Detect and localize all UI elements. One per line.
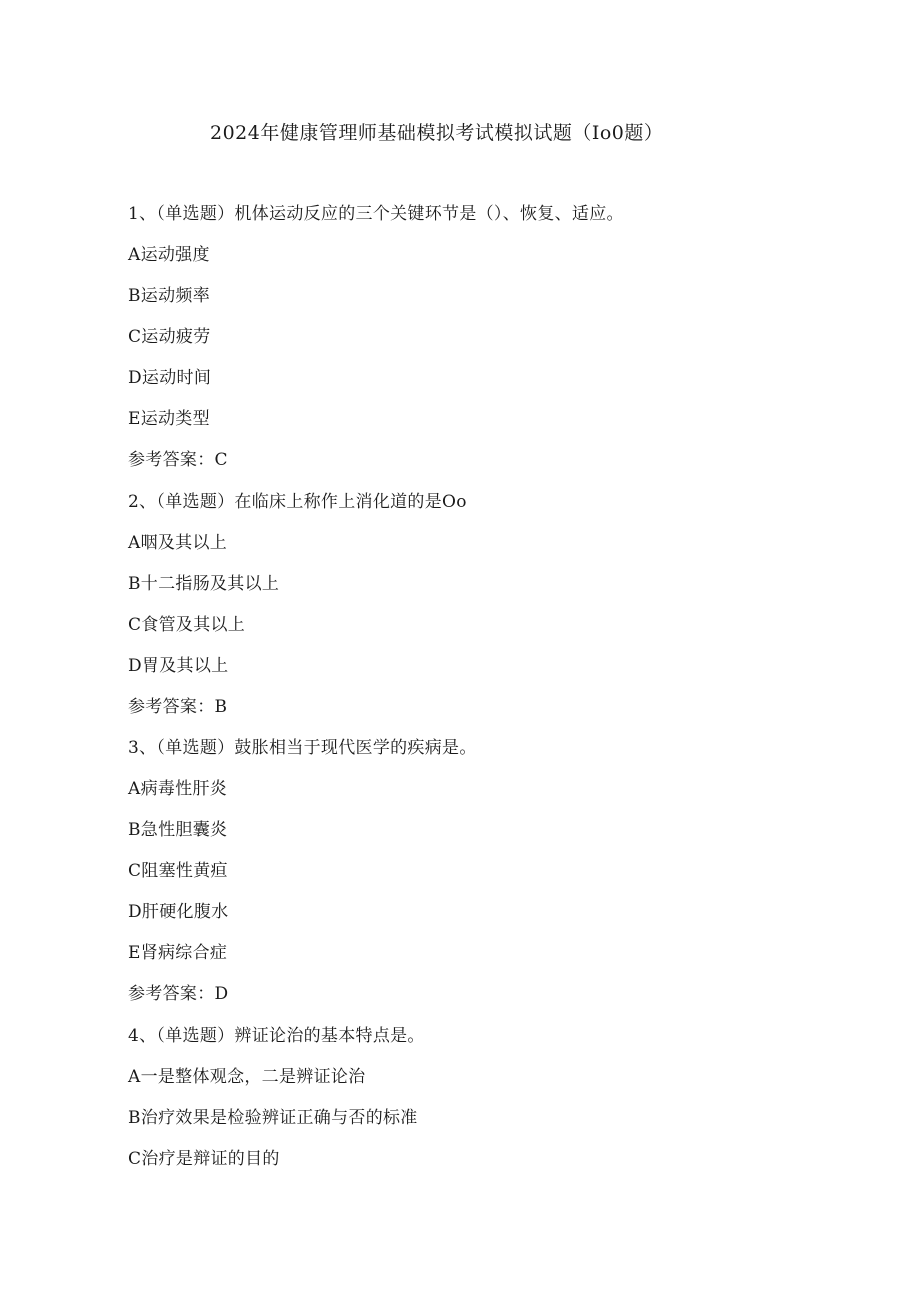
question-3-option-a: A病毒性肝炎 (128, 779, 228, 799)
question-1-option-e: E运动类型 (128, 409, 210, 429)
question-3-answer: 参考答案：D (128, 984, 229, 1004)
question-4-option-c: C治疗是辩证的目的 (128, 1149, 280, 1169)
question-3-option-b: B急性胆囊炎 (128, 820, 228, 840)
question-1-option-d: D运动时间 (128, 368, 212, 388)
question-1-option-b: B运动频率 (128, 286, 210, 306)
question-4-option-b: B治疗效果是检验辨证正确与否的标准 (128, 1108, 418, 1128)
question-2-answer: 参考答案：B (128, 697, 228, 717)
question-2-stem: 2、（单选题）在临床上称作上消化道的是Oo (128, 492, 467, 512)
question-1-answer: 参考答案：C (128, 450, 228, 470)
question-3-option-c: C阻塞性黄疸 (128, 861, 228, 881)
question-3-option-d: D肝硬化腹水 (128, 902, 229, 922)
question-2-option-b: B十二指肠及其以上 (128, 574, 280, 594)
question-4-stem: 4、（单选题）辨证论治的基本特点是。 (128, 1026, 425, 1046)
question-3-stem: 3、（单选题）鼓胀相当于现代医学的疾病是。 (128, 738, 477, 758)
question-2-option-a: A咽及其以上 (128, 533, 228, 553)
question-2-option-d: D胃及其以上 (128, 656, 229, 676)
question-3-option-e: E肾病综合症 (128, 943, 228, 963)
question-2-option-c: C食管及其以上 (128, 615, 246, 635)
question-1-stem: 1、（单选题）机体运动反应的三个关键环节是（）、恢复、适应。 (128, 204, 624, 224)
question-4-option-a: A一是整体观念，二是辨证论治 (128, 1067, 366, 1087)
question-1-option-a: A运动强度 (128, 245, 210, 265)
document-title: 2024年健康管理师基础模拟考试模拟试题（Io0题） (210, 122, 664, 144)
question-1-option-c: C运动疲劳 (128, 327, 211, 347)
